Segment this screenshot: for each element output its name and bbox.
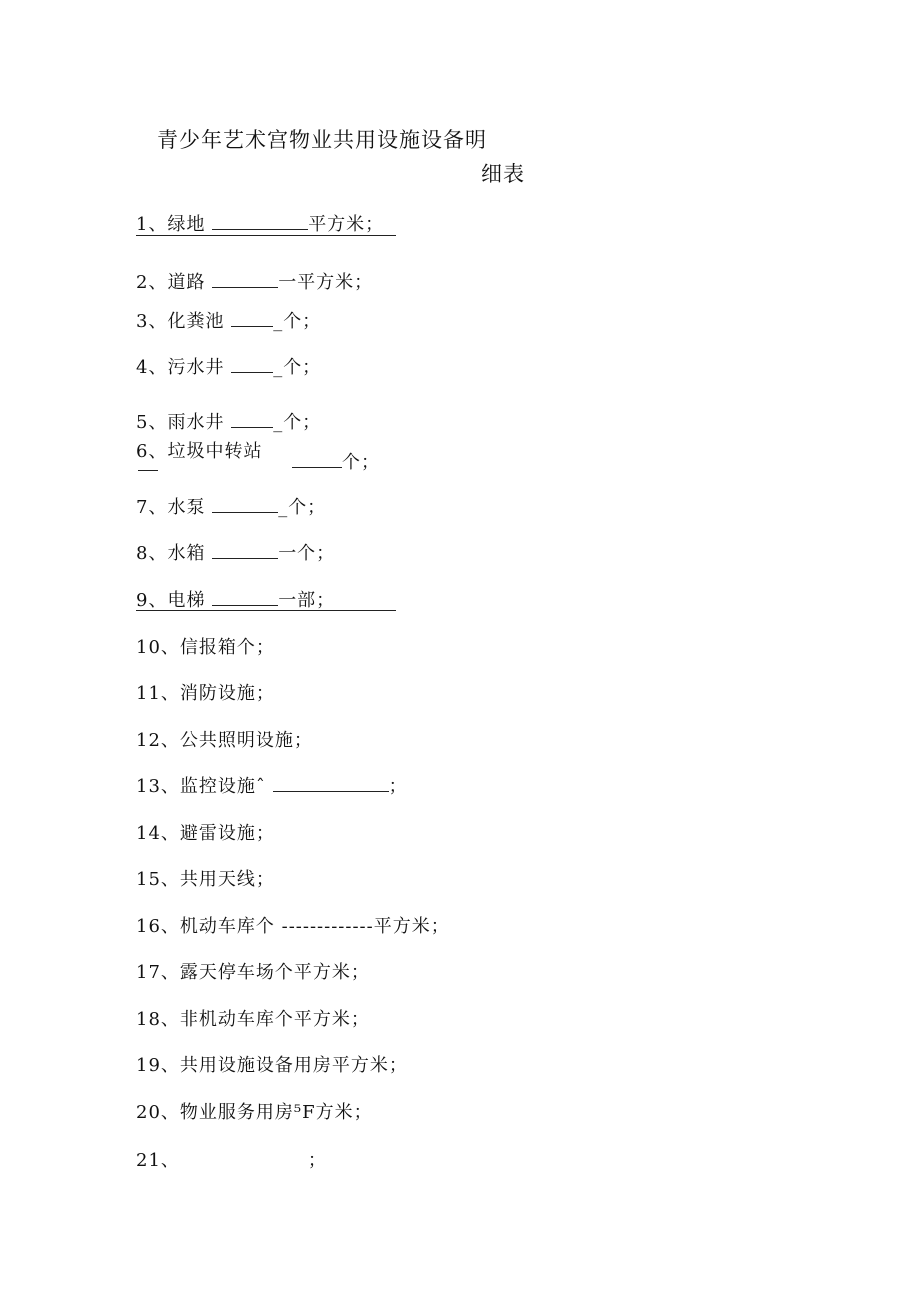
item-label: 避雷设施； [179,823,275,844]
list-item-17 [136,958,370,984]
list-item-1 [136,210,384,236]
item-label: 共用设施设备用房平方米； [179,1055,408,1076]
underline-rule [136,610,396,611]
fill-blank [231,356,273,373]
item-suffix: ； [388,776,408,797]
item-label: 污水井 [167,357,225,378]
page-title-line-1: 青少年艺术宫物业共用设施设备明 [157,128,487,152]
list-item-12 [136,726,313,752]
fill-blank [292,451,342,468]
item-number: 8、 [136,543,168,564]
list-item-5 [136,408,321,434]
item-number: 7、 [136,497,168,518]
item-label: 物业服务用房⁵F方米； [179,1102,373,1123]
item-number: 17、 [136,962,180,983]
item-suffix: 一个； [278,543,336,564]
list-item-8 [136,539,335,565]
fill-blank [231,411,273,428]
item-number: 21、 [136,1150,180,1171]
item-label: 化粪池 [167,311,225,332]
item-label: 监控设施ˆ [179,776,266,797]
item-label: 消防设施； [179,683,275,704]
item-number: 19、 [136,1055,180,1076]
fill-blank [231,310,273,327]
item-label: 信报箱个； [179,637,275,658]
item-number: 14、 [136,823,180,844]
item-number: 1、 [136,214,168,235]
item-suffix: _个； [273,357,322,378]
item-number: 15、 [136,869,180,890]
list-item-10 [136,633,275,659]
list-item-4 [136,353,321,379]
item-number: 11、 [136,683,180,704]
item-number: 5、 [136,412,168,433]
fill-blank [212,271,278,288]
list-item-21 [136,1146,327,1172]
list-item-16 [136,912,450,938]
item-label: 共用天线； [179,869,275,890]
item-label: 电梯 [167,590,206,611]
list-item-14 [136,819,275,845]
item-suffix: 平方米； [308,214,385,235]
item-number: 4、 [136,357,168,378]
list-item-13 [136,772,408,798]
item-number: 20、 [136,1102,180,1123]
list-item-7 [136,493,326,519]
item-suffix: 个； [342,452,380,473]
item-number: 12、 [136,730,180,751]
item-suffix: _个； [273,412,322,433]
item-suffix: _个； [278,497,327,518]
list-item-2 [136,268,373,294]
item-number: 10、 [136,637,180,658]
list-item-3 [136,307,321,333]
list-item-18 [136,1005,370,1031]
item-label: 机动车库个 -------------平方米； [179,916,450,937]
item-label: 非机动车库个平方米； [179,1009,370,1030]
item-number: 3、 [136,311,168,332]
underline-rule [136,235,396,236]
item-suffix: 一部； [278,590,336,611]
dash-mark [138,470,158,471]
fill-blank [212,496,278,513]
item-label: 露天停车场个平方米； [179,962,370,983]
item-suffix: _个； [273,311,322,332]
fill-blank [273,775,389,792]
item-label: 绿地 [167,214,206,235]
item-suffix: ； [307,1150,327,1171]
list-item-20 [136,1098,373,1124]
item-number: 18、 [136,1009,180,1030]
list-item-19 [136,1051,408,1077]
list-item-6-blank [292,448,380,474]
item-label: 雨水井 [167,412,225,433]
list-item-15 [136,865,275,891]
page-title-line-2: 细表 [481,162,525,186]
item-label: 垃圾中转站 [167,441,263,462]
item-label: 道路 [167,272,206,293]
item-label: 水泵 [167,497,206,518]
list-item-6 [136,437,262,463]
fill-blank [212,542,278,559]
list-item-11 [136,679,275,705]
item-number: 16、 [136,916,180,937]
item-suffix: 一平方米； [278,272,374,293]
list-item-9 [136,586,335,612]
item-number: 9、 [136,590,168,611]
item-number: 6、 [136,441,168,462]
item-label: 公共照明设施； [179,730,313,751]
item-number: 2、 [136,272,168,293]
item-label: 水箱 [167,543,206,564]
item-number: 13、 [136,776,180,797]
fill-blank [212,589,278,606]
fill-blank [212,213,308,230]
